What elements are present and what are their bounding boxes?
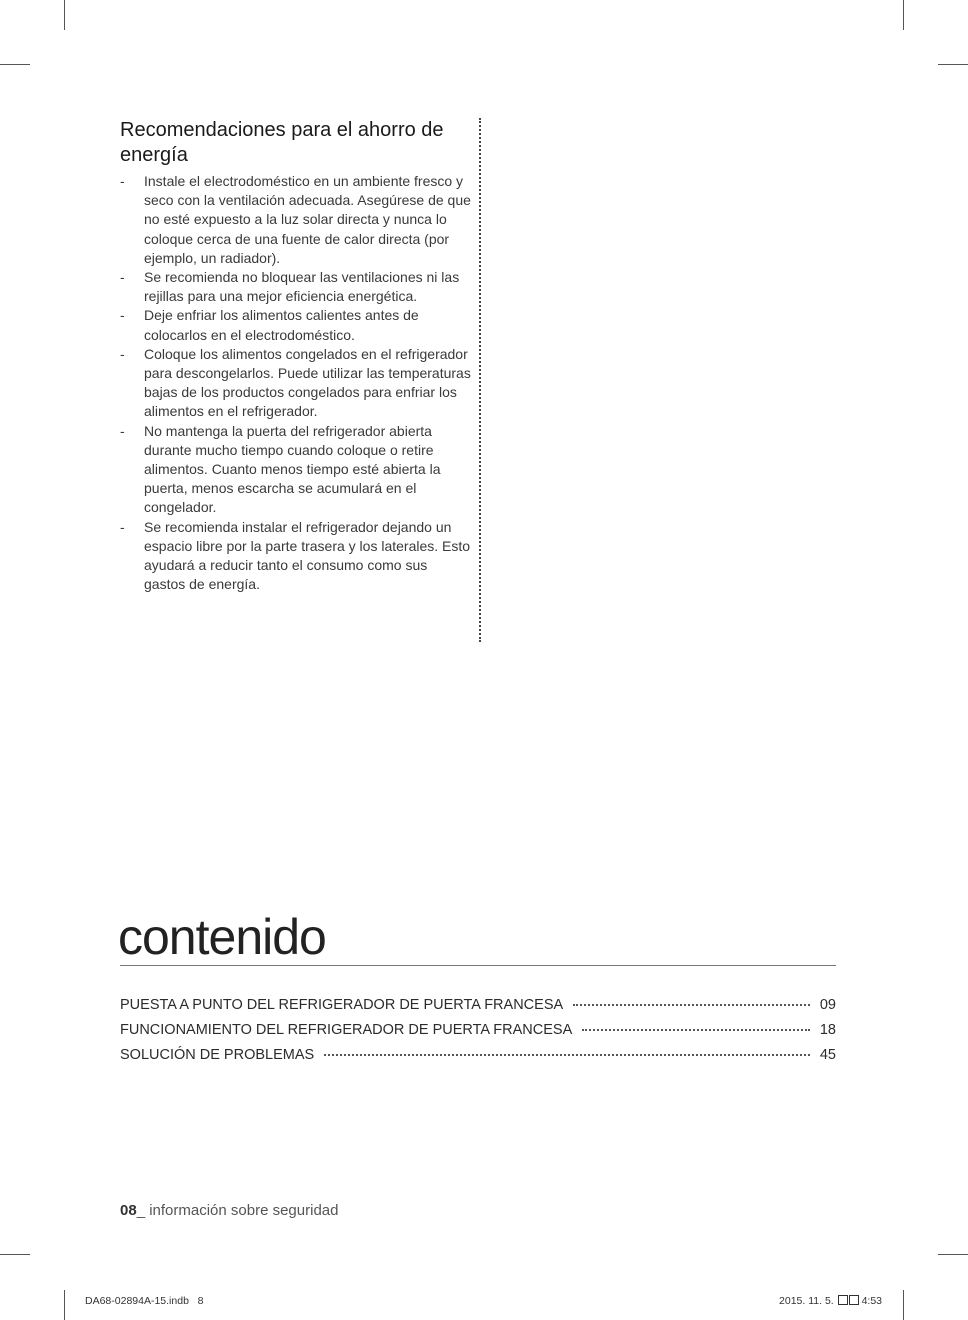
list-item — [120, 422, 472, 518]
toc-leader-dots — [324, 1039, 810, 1056]
toc-entry-title: FUNCIONAMIENTO DEL REFRIGERADOR DE PUERTA FRANCESA — [120, 1021, 573, 1038]
print-time: 4:53 — [861, 1295, 882, 1307]
crop-mark-left-top — [0, 64, 30, 65]
toc-heading: contenido — [118, 909, 326, 965]
crop-mark-left-bottom — [0, 1254, 30, 1255]
crop-mark-bottom-right — [903, 1290, 904, 1320]
footer-page-number: 08 — [120, 1202, 137, 1219]
footer-section: información sobre seguridad — [149, 1202, 339, 1219]
bullet-dash: - — [120, 173, 125, 189]
placeholder-box-icon — [838, 1295, 848, 1305]
list-item-text: Instale el electrodoméstico en un ambiente fresco y seco con la ventilación adecuada. Asegúrese de que no esté expuesto a la luz solar directa y nunca lo coloque cerca de una fuente de calor directa (por ejemplo, un radiador). — [144, 173, 471, 266]
toc-entry[interactable] — [120, 1042, 836, 1062]
toc-leader-dots — [573, 989, 810, 1006]
crop-mark-top-right — [903, 0, 904, 30]
crop-mark-right-bottom — [938, 1254, 968, 1255]
bullet-dash: - — [120, 518, 125, 535]
list-item-text: Deje enfriar los alimentos calientes antes de colocarlos en el electrodoméstico. — [144, 307, 419, 343]
list-item — [120, 345, 472, 422]
crop-mark-right-top — [938, 64, 968, 65]
print-date-info — [779, 1295, 882, 1307]
toc-entry[interactable] — [120, 1017, 836, 1037]
footer-separator: _ — [136, 1202, 146, 1219]
list-item-text: Se recomienda instalar el refrigerador dejando un espacio libre por la parte trasera y los laterales. Esto ayudará a reducir tanto el consumo como sus gastos de energía. — [144, 518, 471, 593]
toc-rule — [120, 965, 836, 966]
toc-entry-page: 18 — [819, 1021, 836, 1038]
list-item — [120, 268, 472, 306]
print-file-info: DA68-02894A-15.indb 8 — [85, 1295, 204, 1307]
recommendations-title: Recomendaciones para el ahorro de energía — [120, 119, 444, 166]
bullet-dash: - — [120, 307, 125, 324]
list-item-text: No mantenga la puerta del refrigerador abierta durante mucho tiempo cuando coloque o retire alimentos. Cuanto menos tiempo esté abierta la puerta, menos escarcha se acumulará en el congelador. — [144, 422, 441, 516]
print-date: 2015. 11. 5. — [779, 1295, 834, 1307]
list-item — [120, 306, 472, 344]
crop-mark-top-left — [64, 0, 65, 30]
toc-entry-page: 45 — [819, 1046, 836, 1063]
list-item — [120, 172, 472, 268]
column-divider — [479, 118, 481, 642]
page-footer — [120, 1202, 338, 1219]
placeholder-box-icon — [849, 1295, 859, 1305]
bullet-dash: - — [120, 345, 125, 362]
toc-entry-page: 09 — [819, 996, 836, 1013]
list-item-text: Se recomienda no bloquear las ventilaciones ni las rejillas para una mejor eficiencia energética. — [144, 269, 460, 305]
list-item — [120, 518, 472, 595]
toc-entry-title: PUESTA A PUNTO DEL REFRIGERADOR DE PUERTA FRANCESA — [120, 996, 564, 1013]
recommendations-list — [120, 172, 472, 594]
list-item-text: Coloque los alimentos congelados en el refrigerador para descongelarlos. Puede utilizar las temperaturas bajas de los productos congelados para enfriar los alimentos en el refrigerador. — [144, 345, 471, 420]
toc-leader-dots — [582, 1014, 810, 1031]
bullet-dash: - — [120, 422, 125, 439]
bullet-dash: - — [120, 269, 125, 286]
toc-entry-title: SOLUCIÓN DE PROBLEMAS — [120, 1046, 315, 1063]
crop-mark-bottom-left — [64, 1290, 65, 1320]
toc-entry[interactable] — [120, 992, 836, 1012]
